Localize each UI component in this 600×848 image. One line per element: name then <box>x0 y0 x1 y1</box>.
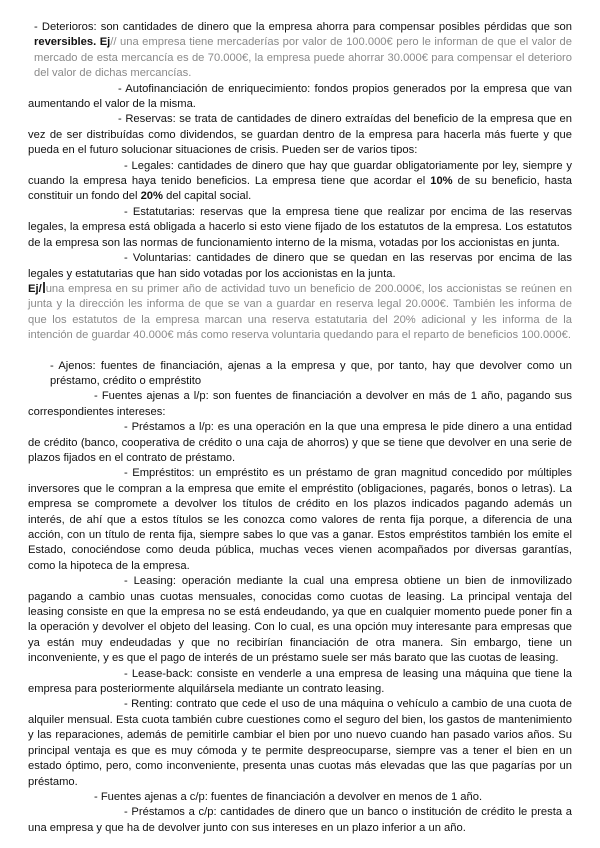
deterioros-bold: reversibles. Ej <box>34 36 111 49</box>
deterioros-label: - Deterioros <box>34 21 94 33</box>
reservas-voluntarias: - Voluntarias: cantidades de dinero que se quedan en las reservas por encima de las legales y estatutarias que han sido votadas por los accionistas en la junta. <box>28 252 572 280</box>
reservas-estatutarias: - Estatutarias: reservas que la empresa tiene que realizar por encima de las reservas legales, la empresa está obligada a hacerlo si esto viene fijado de los estatutos de la empresa. Los estatutos de la empresa son las normas de funcionamiento interno de la misma, votadas por los accionistas en junta. <box>28 205 572 249</box>
text-cursor-icon <box>43 282 45 293</box>
deterioros-paragraph <box>28 20 572 82</box>
reservas-intro: - Reservas: se trata de cantidades de dinero extraídas del beneficio de la empresa que en vez de ser distribuídas como dividendos, se guardan dentro de la empresa para hacerla más fuerte y que pueda en el futuro solucionar situaciones de crisis. Pueden ser de varios tipos: <box>28 113 572 157</box>
reservas-legales-text-c: del capital social. <box>162 190 252 203</box>
deterioros-example: // una empresa tiene mercaderías por valor de 100.000€ pero le informan de que el valor de mercado de esta mercancía es de 70.000€, la empresa puede ahorrar 30.000€ para compensar el deterioro del valor de dichas mercancías. <box>34 36 572 80</box>
section-spacer <box>28 344 572 359</box>
reservas-legales <box>28 159 572 205</box>
reservas-legales-pct: 10% <box>430 175 453 188</box>
deterioros-text: : son cantidades de dinero que la empresa ahorra para compensar posibles pérdidas que son <box>93 21 572 33</box>
emprestitos: - Empréstitos: un empréstito es un préstamo de gran magnitud concedido por múltiples inversores que le compran a la empresa que emite el empréstito (obligaciones, pagarés, bonos o letras). La empresa se compromete a devolver los títulos de crédito en los plazos indicados pagando además un interés, de ahí que a estos títulos se les conozca como valores de renta fija porque, a diferencia de una acción, con un título de renta fija, siempre sabes lo que vas a ganar. Estos empréstitos también los emite el Estado, conociéndose como deuda pública, muchas veces vienen acompañados por diversas garantías, como la hipoteca de la empresa. <box>28 467 572 572</box>
ajenos-cp-intro: - Fuentes ajenas a c/p: fuentes de financiación a devolver en menos de 1 año. <box>94 790 483 803</box>
reservas-example-text: una empresa en su primer año de actividad tuvo un beneficio de 200.000€, los accionistas se reúnen en junta y la dirección les informa de que se van a guardar en reserva legal 20.000€. También les informa de que los estatutos de la empresa marcan una reserva estatutaria del 20% adicional y les informa de la intención de guardar 40.000€ más como reserva voluntaria quedando para el reparto de beneficios 100.000€. <box>28 282 572 342</box>
renting: - Renting: contrato que cede el uso de una máquina o vehículo a cambio de una cuota de alquiler mensual. Esta cuota también cubre cuestiones como el seguro del bien, los gastos de mantenimiento y las reparaciones, además de pemitirle cambiar el bien por uno nuevo cuando han pasado varios años. Su principal ventaja es que es muy cómoda y te permite despreocuparse, siempre vas a tener el bien en un estado óptimo, pero, como inconveniente, presenta unas cuotas más elevadas que las que pagarías por un préstamo. <box>28 698 572 788</box>
prestamos-cp: - Préstamos a c/p: cantidades de dinero que un banco o institución de crédito le presta a una empresa y que ha de devolver junto con sus intereses en un plazo inferior a un año. <box>28 806 572 834</box>
reservas-legales-pct2: 20% <box>140 190 163 203</box>
autofinanciacion-paragraph: - Autofinanciación de enriquecimiento: fondos propios generados por la empresa que van aumentando el valor de la misma. <box>28 82 572 111</box>
reservas-legales-text-b: de su beneficio, hasta constituir un fondo del <box>28 175 573 203</box>
lease-back: - Lease-back: consiste en venderle a una empresa de leasing una máquina que tiene la empresa para posteriormente alquilársela mediante un contrato leasing. <box>28 667 572 696</box>
reservas-example-label: Ej/ <box>28 282 42 295</box>
reservas-legales-text-a: - Legales: cantidades de dinero que hay que guardar obligatoriamente por ley, siempre y cuando la empresa haya tenido beneficios. La empresa tiene que acordar el <box>28 159 572 188</box>
prestamos-lp: - Préstamos a l/p: es una operación en la que una empresa le pide dinero a una entidad de crédito (banco, cooperativa de crédito o una caja de ahorros) y que se tiene que devolver en una serie de plazos fijados en el contrato de préstamo. <box>28 421 572 464</box>
ajenos-intro: - Ajenos: fuentes de financiación, ajenas a la empresa y que, por tanto, hay que devolver como un préstamo, crédito o empréstito <box>50 359 572 387</box>
leasing: - Leasing: operación mediante la cual una empresa obtiene un bien de inmovilizado pagando a cambio unas cuotas mensuales, conocidas como cuotas de leasing. La principal ventaja del leasing consiste en que la empresa no se está endeudando, ya que en cualquier momento puede poner fin a la operación y devolver el objeto del leasing. Con lo cual, es una opción muy interesante para empresas que ya están muy endeudadas y que no recibirían financiación de otra manera. Sin embargo, tiene un inconveniente, y es que el pago de interés de un préstamo suele ser más barato que las cuotas de leasing. <box>28 575 572 665</box>
reservas-example <box>28 282 572 344</box>
ajenos-lp-intro: - Fuentes ajenas a l/p: son fuentes de financiación a devolver en más de 1 año, pagando sus correspondientes intereses: <box>28 390 572 418</box>
